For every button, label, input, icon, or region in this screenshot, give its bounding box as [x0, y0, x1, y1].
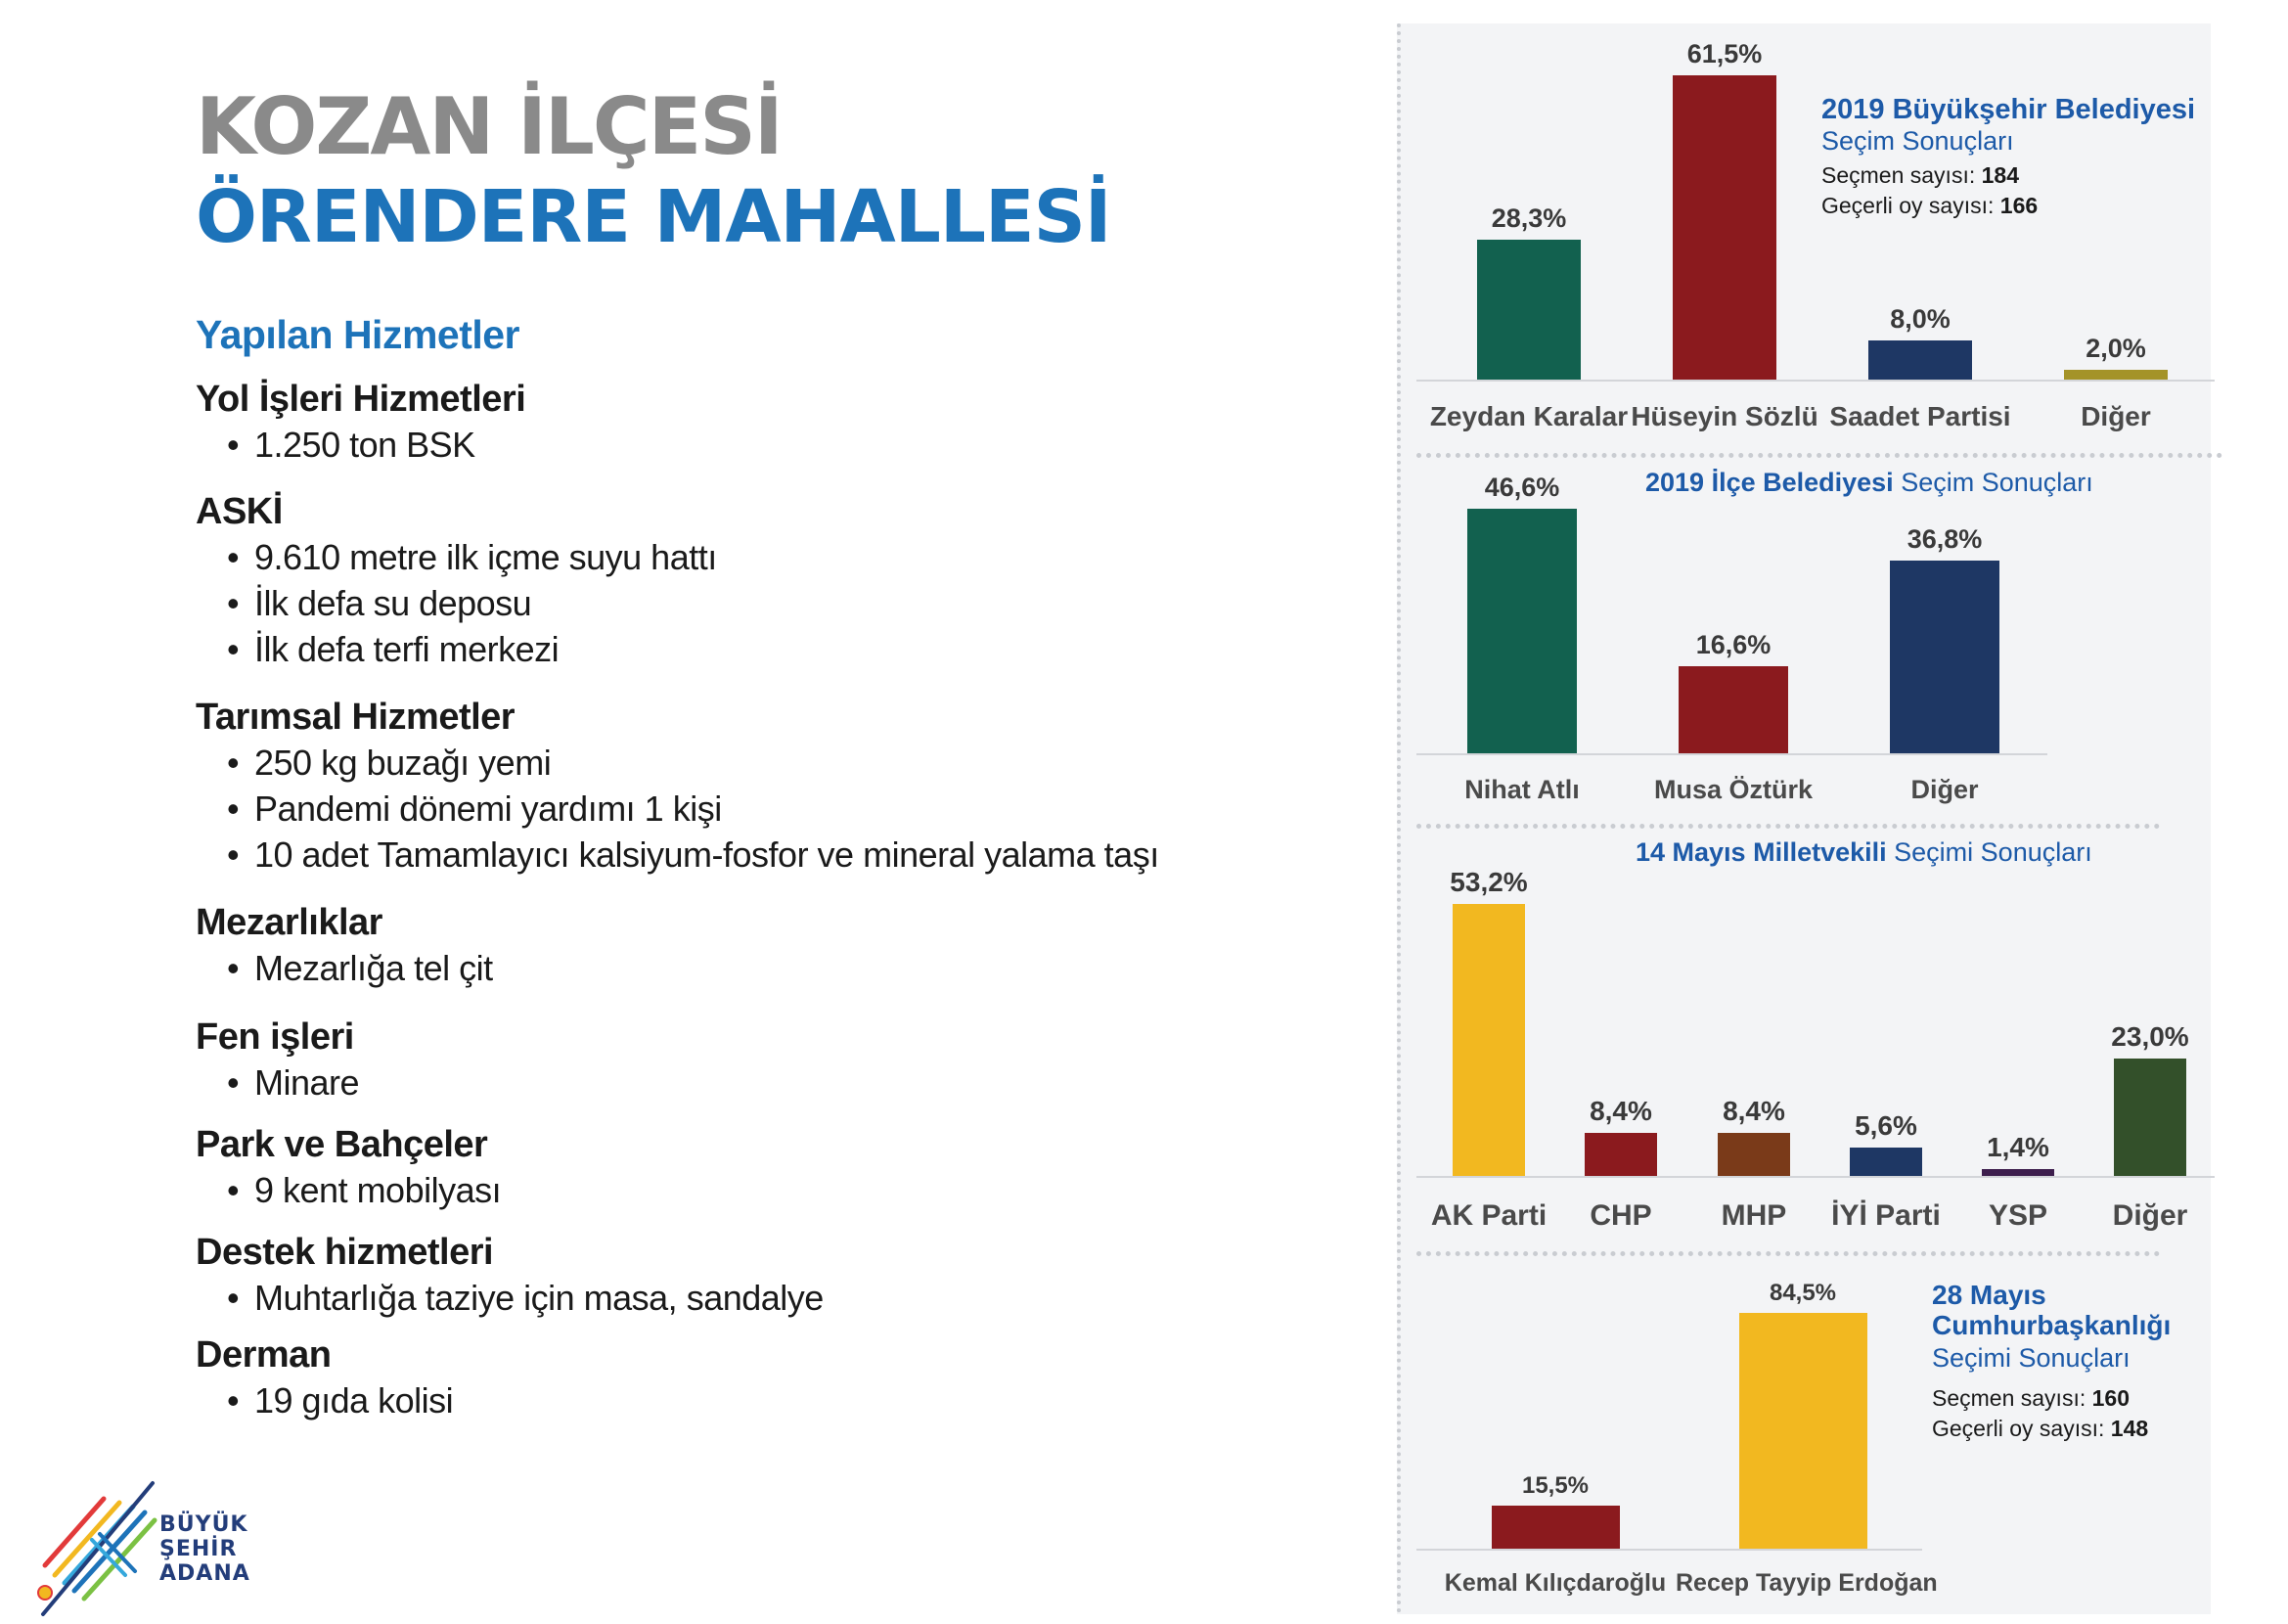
- service-heading: Derman: [196, 1334, 332, 1376]
- service-item: [227, 1061, 359, 1105]
- chart3-bar: [1718, 1133, 1790, 1176]
- logo-line1: BÜYÜK: [159, 1512, 248, 1537]
- bullet-icon: •: [227, 948, 240, 988]
- chart2-value-label: 46,6%: [1484, 473, 1560, 502]
- chart3-category-label: Diğer: [2112, 1199, 2188, 1232]
- chart1-valid-votes: [1821, 191, 2038, 220]
- service-item: [227, 1169, 501, 1212]
- logo-wordmark: [159, 1512, 250, 1586]
- chart3-category-label: YSP: [1988, 1199, 2048, 1232]
- service-heading: Park ve Bahçeler: [196, 1124, 488, 1165]
- chart3-value-label: 8,4%: [1590, 1096, 1652, 1126]
- chart4-category-label: Recep Tayyip Erdoğan: [1676, 1569, 1938, 1597]
- chart1-bar: [2064, 370, 2168, 380]
- chart1-baseline: [1416, 380, 2215, 382]
- service-heading: Yol İşleri Hizmetleri: [196, 379, 526, 420]
- chart3-bar: [1850, 1148, 1922, 1176]
- chart1-value-label: 8,0%: [1890, 304, 1951, 334]
- service-item-text: Muhtarlığa taziye için masa, sandalye: [254, 1278, 824, 1318]
- logo-line2: ŞEHİR: [159, 1537, 238, 1561]
- chart3-bar: [1982, 1169, 2054, 1176]
- service-item-text: 10 adet Tamamlayıcı kalsiyum-fosfor ve mineral yalama taşı: [254, 835, 1159, 875]
- chart3-value-label: 23,0%: [2111, 1021, 2189, 1052]
- service-item-text: Mezarlığa tel çit: [254, 948, 493, 988]
- service-item: [227, 834, 1159, 877]
- chart4-value-label: 15,5%: [1521, 1472, 1590, 1499]
- chart3-category-label: CHP: [1590, 1199, 1652, 1232]
- page-title-neighborhood: ÖRENDERE MAHALLESİ: [196, 175, 1111, 259]
- service-item: [227, 788, 722, 831]
- bullet-icon: •: [227, 1062, 240, 1103]
- chart1-valid-votes-label: Geçerli oy sayısı:: [1821, 193, 1995, 218]
- service-heading: Tarımsal Hizmetler: [196, 697, 516, 738]
- service-item: [227, 1379, 453, 1422]
- chart4-voters-value: 160: [2091, 1385, 2130, 1411]
- chart2-category-label: Diğer: [1910, 775, 1979, 804]
- chart1-value-label: 2,0%: [2086, 334, 2146, 363]
- bullet-icon: •: [227, 629, 240, 669]
- section-divider: [1416, 1251, 2160, 1256]
- chart2-title-bold: 2019 İlçe Belediyesi: [1645, 468, 1894, 497]
- chart2-bar: [1679, 666, 1788, 753]
- chart4-voters-label: Seçmen sayısı:: [1932, 1385, 2086, 1411]
- chart1-value-label: 28,3%: [1491, 203, 1567, 233]
- chart1-bar: [1477, 240, 1581, 380]
- service-heading: ASKİ: [196, 491, 283, 532]
- bullet-icon: •: [227, 425, 240, 465]
- chart1-bar: [1673, 75, 1776, 380]
- bullet-icon: •: [227, 537, 240, 577]
- chart4-valid-votes-value: 148: [2110, 1416, 2149, 1441]
- chart1-subtitle: Seçim Sonuçları: [1821, 126, 2014, 156]
- chart4-category-label: Kemal Kılıçdaroğlu: [1444, 1569, 1667, 1597]
- service-item: [227, 628, 559, 671]
- chart3-bar: [1585, 1133, 1657, 1176]
- services-title: Yapılan Hizmetler: [196, 312, 520, 357]
- chart2-bar: [1890, 561, 1999, 753]
- chart1-title: 2019 Büyükşehir Belediyesi: [1821, 94, 2196, 125]
- chart4-value-label: 84,5%: [1769, 1280, 1837, 1306]
- bullet-icon: •: [227, 789, 240, 829]
- service-item-text: 250 kg buzağı yemi: [254, 743, 552, 783]
- chart4-valid-votes: [1932, 1414, 2148, 1443]
- chart1-bar: [1868, 340, 1972, 380]
- logo-line3: ADANA: [159, 1561, 250, 1586]
- chart1-category-label: Hüseyin Sözlü: [1631, 401, 1818, 431]
- bullet-icon: •: [227, 1278, 240, 1318]
- chart4-valid-votes-label: Geçerli oy sayısı:: [1932, 1416, 2105, 1441]
- chart4-title-line1: 28 Mayıs: [1932, 1280, 2046, 1310]
- chart2-value-label: 16,6%: [1695, 630, 1772, 659]
- chart2-title: [1645, 467, 2093, 498]
- service-item: [227, 424, 475, 467]
- chart2-bar: [1467, 509, 1577, 753]
- section-divider: [1416, 824, 2160, 829]
- service-heading: Fen işleri: [196, 1016, 354, 1058]
- bullet-icon: •: [227, 835, 240, 875]
- service-item-text: İlk defa terfi merkezi: [254, 629, 560, 669]
- chart4-bar: [1492, 1506, 1620, 1549]
- chart4-baseline: [1416, 1549, 1922, 1551]
- chart4-voters: [1932, 1383, 2130, 1413]
- chart2-title-rest: Seçim Sonuçları: [1901, 468, 2093, 497]
- bullet-icon: •: [227, 743, 240, 783]
- chart3-value-label: 1,4%: [1987, 1132, 2049, 1162]
- service-heading: Destek hizmetleri: [196, 1232, 494, 1273]
- page-title-district: KOZAN İLÇESİ: [196, 81, 782, 172]
- chart4-subtitle: Seçimi Sonuçları: [1932, 1343, 2131, 1373]
- service-item: [227, 947, 493, 990]
- chart1-valid-votes-value: 166: [1999, 193, 2039, 218]
- chart1-voters-value: 184: [1981, 162, 2019, 188]
- chart3-title-rest: Seçimi Sonuçları: [1894, 837, 2092, 867]
- chart3-value-label: 5,6%: [1855, 1110, 1917, 1141]
- chart3-bar: [2114, 1059, 2186, 1176]
- chart1-value-label: 61,5%: [1686, 39, 1763, 68]
- service-heading: Mezarlıklar: [196, 902, 382, 943]
- chart1-category-label: Diğer: [2081, 401, 2151, 431]
- service-item-text: 9 kent mobilyası: [254, 1170, 502, 1210]
- chart3-value-label: 53,2%: [1450, 867, 1528, 897]
- chart1-voters: [1821, 160, 2019, 190]
- bullet-icon: •: [227, 583, 240, 623]
- service-item-text: 9.610 metre ilk içme suyu hattı: [254, 537, 717, 577]
- chart2-category-label: Nihat Atlı: [1464, 775, 1580, 804]
- service-item: [227, 536, 717, 579]
- service-item-text: Pandemi dönemi yardımı 1 kişi: [254, 789, 722, 829]
- chart3-bar: [1453, 904, 1525, 1176]
- bullet-icon: •: [227, 1380, 240, 1421]
- bullet-icon: •: [227, 1170, 240, 1210]
- chart2-baseline: [1416, 753, 2047, 755]
- chart4-bar: [1739, 1313, 1867, 1549]
- chart3-category-label: MHP: [1721, 1199, 1787, 1232]
- chart4-title-line2: Cumhurbaşkanlığı: [1932, 1310, 2172, 1340]
- service-item-text: 19 gıda kolisi: [254, 1380, 454, 1421]
- service-item-text: 1.250 ton BSK: [254, 425, 475, 465]
- chart1-category-label: Saadet Partisi: [1829, 401, 2011, 431]
- service-item-text: İlk defa su deposu: [254, 583, 532, 623]
- chart3-value-label: 8,4%: [1723, 1096, 1785, 1126]
- chart3-baseline: [1416, 1176, 2215, 1178]
- chart3-title: [1636, 836, 2092, 868]
- section-divider: [1416, 453, 2222, 458]
- service-item-text: Minare: [254, 1062, 360, 1103]
- services-list: [196, 0, 1159, 1618]
- service-item: [227, 582, 531, 625]
- chart3-title-bold: 14 Mayıs Milletvekili: [1636, 837, 1887, 867]
- chart3-category-label: İYİ Parti: [1831, 1199, 1941, 1232]
- chart2-category-label: Musa Öztürk: [1653, 775, 1814, 804]
- chart1-voters-label: Seçmen sayısı:: [1821, 162, 1976, 188]
- service-item: [227, 742, 551, 785]
- chart3-category-label: AK Parti: [1430, 1199, 1548, 1232]
- service-item: [227, 1277, 824, 1320]
- chart2-value-label: 36,8%: [1907, 524, 1983, 554]
- chart1-category-label: Zeydan Karalar: [1429, 401, 1629, 431]
